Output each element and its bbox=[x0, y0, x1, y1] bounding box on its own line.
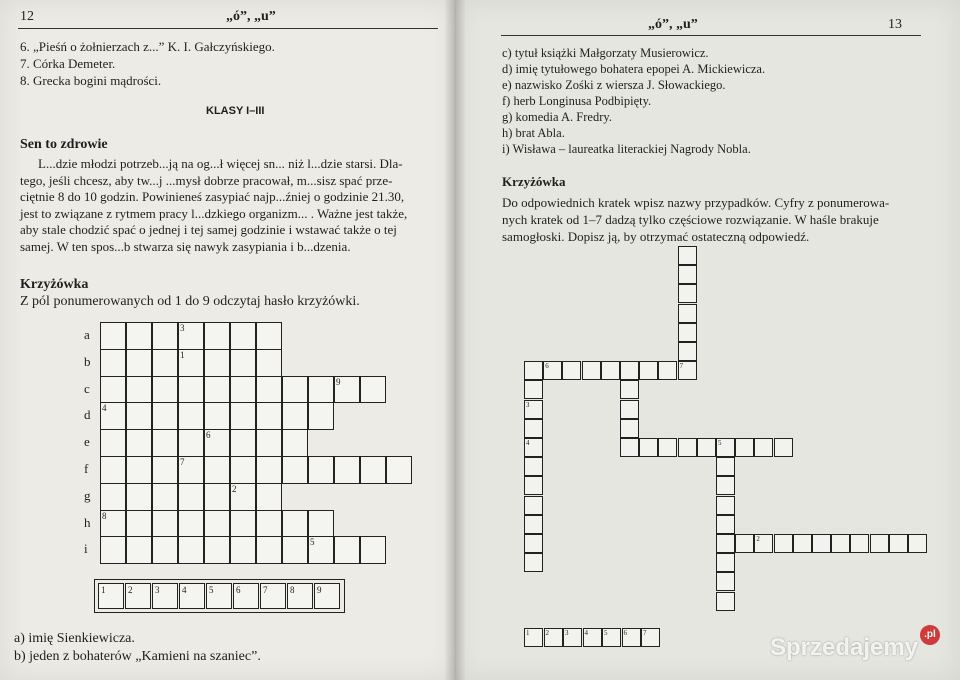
clue-list-right bbox=[502, 45, 765, 157]
crossword-cell[interactable] bbox=[152, 376, 178, 404]
page-number-right: 13 bbox=[888, 17, 902, 32]
crossword-cell[interactable] bbox=[126, 349, 152, 377]
row-label-g: g bbox=[84, 487, 91, 503]
crossword-instruction-left: Z pól ponumerowanych od 1 do 9 odczytaj hasło krzyżówki. bbox=[20, 294, 360, 309]
crossword-cell[interactable] bbox=[716, 534, 735, 553]
list-item: 7. Córka Demeter. bbox=[20, 56, 116, 71]
running-head-right: „ó”, „u” bbox=[648, 17, 698, 32]
crossword-cell[interactable] bbox=[178, 429, 204, 457]
crossword-cell[interactable] bbox=[230, 376, 256, 404]
crossword-cell[interactable] bbox=[658, 438, 677, 457]
crossword-cell[interactable] bbox=[204, 376, 230, 404]
answer-number: 7 bbox=[643, 629, 647, 637]
crossword-cell[interactable] bbox=[100, 536, 126, 564]
crossword-cell[interactable] bbox=[601, 361, 620, 380]
header-rule-left bbox=[18, 28, 438, 29]
crossword-cell[interactable] bbox=[126, 510, 152, 538]
crossword-cell[interactable] bbox=[126, 456, 152, 484]
crossword-cell[interactable] bbox=[282, 456, 308, 484]
cell-number: 2 bbox=[756, 535, 760, 543]
clue-i: i) Wisława – laureatka literackiej Nagrody Nobla. bbox=[502, 142, 751, 156]
row-label-d: d bbox=[84, 407, 91, 423]
cell-number: 3 bbox=[180, 323, 185, 333]
cell-number: 3 bbox=[526, 400, 530, 409]
header-rule-right bbox=[501, 35, 921, 36]
crossword-cell[interactable] bbox=[360, 536, 386, 564]
crossword-cell[interactable] bbox=[678, 304, 697, 323]
crossword-cell[interactable] bbox=[524, 496, 543, 515]
crossword-cell[interactable] bbox=[178, 510, 204, 538]
row-label-f: f bbox=[84, 461, 89, 476]
clue-d: d) imię tytułowego bohatera epopei A. Mickiewicza. bbox=[502, 62, 766, 76]
clue-c: c) tytuł książki Małgorzaty Musierowicz. bbox=[502, 46, 709, 60]
crossword-cell[interactable] bbox=[230, 349, 256, 377]
crossword-cell[interactable] bbox=[282, 429, 308, 457]
crossword-cell[interactable] bbox=[334, 536, 360, 564]
crossword-cell[interactable] bbox=[308, 376, 334, 404]
watermark-text: Sprzedajemy bbox=[770, 634, 919, 661]
crossword-cell[interactable] bbox=[678, 246, 697, 265]
crossword-cell[interactable] bbox=[230, 322, 256, 350]
crossword-cell[interactable] bbox=[308, 510, 334, 538]
running-head-left: „ó”, „u” bbox=[226, 9, 276, 24]
crossword-cell[interactable] bbox=[774, 438, 793, 457]
instruction-line: samogłoski. Dopisz ją, by otrzymać ostateczną odpowiedź. bbox=[502, 229, 810, 244]
crossword-cell[interactable] bbox=[524, 419, 543, 438]
row-label-e: e bbox=[84, 434, 90, 450]
crossword-cell[interactable] bbox=[658, 361, 677, 380]
crossword-cell[interactable] bbox=[908, 534, 927, 553]
section-label: KLASY I–III bbox=[206, 105, 265, 117]
crossword-cell[interactable] bbox=[735, 438, 754, 457]
crossword-cell[interactable] bbox=[524, 457, 543, 476]
crossword-cell[interactable] bbox=[204, 510, 230, 538]
instruction-line: nych kratek od 1–7 dadzą tylko częściowe rozwiązanie. W haśle brakuje bbox=[502, 212, 879, 227]
crossword-cell[interactable] bbox=[126, 402, 152, 430]
watermark-badge: .pl bbox=[920, 625, 940, 645]
row-label-i: i bbox=[84, 541, 88, 557]
crossword-cell[interactable] bbox=[152, 322, 178, 350]
answer-number: 3 bbox=[565, 629, 569, 637]
crossword-cell[interactable] bbox=[639, 361, 658, 380]
crossword-cell[interactable] bbox=[524, 380, 543, 399]
answer-number: 5 bbox=[209, 585, 214, 595]
list-item: 6. „Pieśń o żołnierzach z...” K. I. Gałczyńskiego. bbox=[20, 39, 275, 54]
crossword-cell[interactable] bbox=[716, 515, 735, 534]
crossword-cell[interactable] bbox=[204, 322, 230, 350]
cell-number: 4 bbox=[102, 403, 107, 414]
crossword-instruction-right bbox=[502, 194, 889, 245]
answer-number: 2 bbox=[545, 629, 549, 637]
crossword-cell[interactable] bbox=[100, 429, 126, 457]
crossword-cell[interactable] bbox=[256, 349, 282, 377]
crossword-cell[interactable] bbox=[256, 402, 282, 430]
crossword-cell[interactable] bbox=[620, 400, 639, 419]
crossword-cell[interactable] bbox=[100, 456, 126, 484]
crossword-cell[interactable] bbox=[152, 456, 178, 484]
crossword-cell[interactable] bbox=[256, 376, 282, 404]
crossword-cell[interactable] bbox=[230, 510, 256, 538]
answer-number: 1 bbox=[526, 629, 530, 637]
crossword-cell[interactable] bbox=[812, 534, 831, 553]
crossword-cell[interactable] bbox=[204, 456, 230, 484]
crossword-cell[interactable] bbox=[620, 419, 639, 438]
crossword-cell[interactable] bbox=[524, 515, 543, 534]
crossword-cell[interactable] bbox=[716, 496, 735, 515]
cell-number: 9 bbox=[336, 376, 341, 387]
story-title: Sen to zdrowie bbox=[20, 137, 108, 152]
crossword-title-right: Krzyżówka bbox=[502, 174, 566, 189]
crossword-cell[interactable] bbox=[282, 510, 308, 538]
answer-number: 8 bbox=[290, 585, 295, 595]
crossword-cell[interactable] bbox=[100, 322, 126, 350]
crossword-cell[interactable] bbox=[308, 456, 334, 484]
crossword-cell[interactable] bbox=[716, 572, 735, 591]
crossword-cell[interactable] bbox=[230, 456, 256, 484]
row-label-b: b bbox=[84, 353, 91, 369]
cell-number: 6 bbox=[206, 430, 211, 441]
crossword-cell[interactable] bbox=[334, 456, 360, 484]
crossword-cell[interactable] bbox=[100, 349, 126, 377]
clue-f: f) herb Longinusa Podbipięty. bbox=[502, 94, 652, 108]
crossword-cell[interactable] bbox=[126, 322, 152, 350]
crossword-cell[interactable] bbox=[716, 457, 735, 476]
page-number-left: 12 bbox=[20, 9, 34, 24]
crossword-cell[interactable] bbox=[716, 592, 735, 611]
crossword-cell[interactable] bbox=[256, 429, 282, 457]
answer-number: 7 bbox=[263, 585, 268, 595]
story-line: ciętnie 8 do 10 godzin. Powinieneś zasypiać najp...źniej o godzinie 21.30, bbox=[20, 189, 405, 204]
crossword-cell[interactable] bbox=[126, 429, 152, 457]
answer-number: 3 bbox=[155, 585, 160, 595]
answer-number: 6 bbox=[623, 629, 627, 637]
crossword-cell[interactable] bbox=[204, 483, 230, 511]
crossword-cell[interactable] bbox=[678, 438, 697, 457]
answer-number: 9 bbox=[317, 585, 322, 595]
watermark-logo bbox=[770, 634, 918, 662]
answer-number: 2 bbox=[128, 585, 133, 595]
crossword-cell[interactable] bbox=[308, 402, 334, 430]
crossword-cell[interactable] bbox=[256, 483, 282, 511]
crossword-title-left: Krzyżówka bbox=[20, 277, 89, 292]
crossword-cell[interactable] bbox=[620, 438, 639, 457]
crossword-cell[interactable] bbox=[126, 376, 152, 404]
cell-number: 2 bbox=[232, 483, 237, 494]
cell-number: 4 bbox=[526, 439, 530, 447]
answer-number: 4 bbox=[584, 629, 588, 637]
crossword-cell[interactable] bbox=[230, 402, 256, 430]
answer-number: 5 bbox=[604, 629, 608, 637]
row-label-c: c bbox=[84, 380, 90, 396]
crossword-cell[interactable] bbox=[562, 361, 581, 380]
cell-number: 8 bbox=[102, 510, 107, 521]
crossword-cell[interactable] bbox=[524, 553, 543, 572]
crossword-cell[interactable] bbox=[178, 483, 204, 511]
cell-number: 1 bbox=[180, 349, 185, 360]
crossword-cell[interactable] bbox=[870, 534, 889, 553]
cell-number: 7 bbox=[679, 362, 684, 371]
crossword-cell[interactable] bbox=[230, 429, 256, 457]
crossword-cell[interactable] bbox=[152, 510, 178, 538]
crossword-cell[interactable] bbox=[793, 534, 812, 553]
answer-number: 6 bbox=[236, 585, 241, 595]
story-line: aby stale chodzić spać o jednej i tej samej godzinie i wstawać także o tej bbox=[20, 222, 397, 237]
clue-a: a) imię Sienkiewicza. bbox=[14, 631, 135, 646]
crossword-cell[interactable] bbox=[386, 456, 412, 484]
crossword-cell[interactable] bbox=[754, 438, 773, 457]
crossword-cell[interactable] bbox=[178, 402, 204, 430]
cell-number: 5 bbox=[718, 439, 722, 447]
crossword-cell[interactable] bbox=[524, 361, 543, 380]
crossword-cell[interactable] bbox=[889, 534, 908, 553]
story-line: samej. W ten spos...b stwarza się nawyk zasypiania i b...dzenia. bbox=[20, 238, 351, 254]
crossword-cell[interactable] bbox=[282, 536, 308, 564]
story-text bbox=[20, 156, 407, 255]
crossword-cell[interactable] bbox=[678, 342, 697, 361]
crossword-cell[interactable] bbox=[524, 476, 543, 495]
story-line: tego, jeśli chcesz, aby tw...j ...mysł dobrze pracował, m...sisz spać prze- bbox=[20, 172, 393, 188]
crossword-cell[interactable] bbox=[716, 476, 735, 495]
answer-number: 4 bbox=[182, 585, 187, 595]
crossword-cell[interactable] bbox=[152, 402, 178, 430]
crossword-cell[interactable] bbox=[256, 536, 282, 564]
clue-h: h) brat Abla. bbox=[502, 126, 565, 140]
list-item: 8. Grecka bogini mądrości. bbox=[20, 73, 162, 88]
crossword-cell[interactable] bbox=[100, 376, 126, 404]
clue-g: g) komedia A. Fredry. bbox=[502, 110, 612, 124]
crossword-cell[interactable] bbox=[152, 483, 178, 511]
crossword-cell[interactable] bbox=[178, 376, 204, 404]
crossword-cell[interactable] bbox=[152, 429, 178, 457]
crossword-cell[interactable] bbox=[716, 553, 735, 572]
cell-number: 5 bbox=[310, 537, 315, 548]
crossword-cell[interactable] bbox=[282, 376, 308, 404]
crossword-cell[interactable] bbox=[697, 438, 716, 457]
crossword-cell[interactable] bbox=[256, 456, 282, 484]
instruction-line: Do odpowiednich kratek wpisz nazwy przypadków. Cyfry z ponumerowa- bbox=[502, 195, 890, 210]
crossword-cell[interactable] bbox=[831, 534, 850, 553]
crossword-cell[interactable] bbox=[204, 536, 230, 564]
crossword-cell[interactable] bbox=[639, 438, 658, 457]
crossword-cell[interactable] bbox=[100, 483, 126, 511]
crossword-cell[interactable] bbox=[256, 510, 282, 538]
clue-e: e) nazwisko Zośki z wiersza J. Słowackiego. bbox=[502, 78, 726, 92]
crossword-cell[interactable] bbox=[582, 361, 601, 380]
crossword-cell[interactable] bbox=[256, 322, 282, 350]
crossword-cell[interactable] bbox=[360, 376, 386, 404]
crossword-cell[interactable] bbox=[620, 380, 639, 399]
crossword-cell[interactable] bbox=[152, 349, 178, 377]
crossword-cell[interactable] bbox=[678, 323, 697, 342]
clue-b: b) jeden z bohaterów „Kamieni na szaniec”. bbox=[14, 649, 261, 664]
crossword-cell[interactable] bbox=[152, 536, 178, 564]
crossword-cell[interactable] bbox=[524, 534, 543, 553]
crossword-cell[interactable] bbox=[230, 536, 256, 564]
right-page bbox=[456, 0, 960, 680]
cell-number: 7 bbox=[180, 457, 185, 467]
crossword-cell[interactable] bbox=[282, 402, 308, 430]
row-label-h: h bbox=[84, 514, 91, 530]
story-line: L...dzie młodzi potrzeb...ją na og...ł więcej sn... niż l...dzie starsi. Dla- bbox=[38, 156, 403, 171]
answer-number: 1 bbox=[101, 585, 106, 595]
left-page bbox=[0, 0, 455, 680]
crossword-cell[interactable] bbox=[620, 361, 639, 380]
crossword-cell[interactable] bbox=[204, 349, 230, 377]
crossword-cell[interactable] bbox=[126, 483, 152, 511]
crossword-cell[interactable] bbox=[735, 534, 754, 553]
row-label-a: a bbox=[84, 327, 90, 342]
crossword-cell[interactable] bbox=[360, 456, 386, 484]
crossword-cell[interactable] bbox=[678, 284, 697, 303]
crossword-cell[interactable] bbox=[850, 534, 869, 553]
crossword-cell[interactable] bbox=[678, 265, 697, 284]
crossword-cell[interactable] bbox=[774, 534, 793, 553]
book-gutter bbox=[445, 0, 465, 680]
crossword-cell[interactable] bbox=[126, 536, 152, 564]
cell-number: 6 bbox=[545, 362, 549, 371]
crossword-cell[interactable] bbox=[178, 536, 204, 564]
story-line: jest to związane z rytmem pracy l...dzkiego organizm... . Ważne jest także, bbox=[20, 205, 408, 221]
crossword-cell[interactable] bbox=[204, 402, 230, 430]
